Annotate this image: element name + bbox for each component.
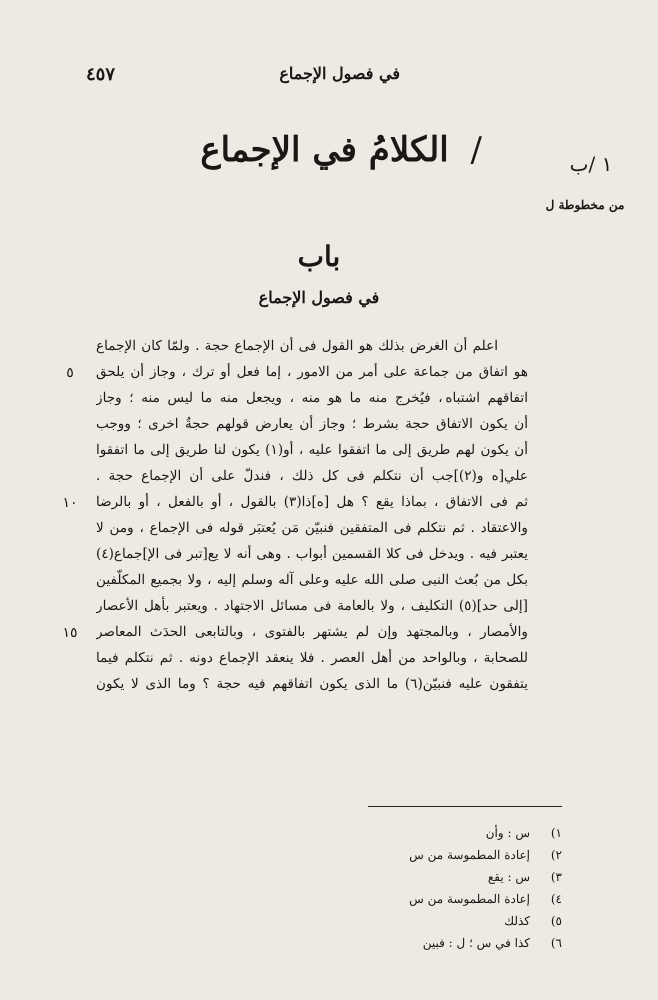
running-title: في فصول الإجماع: [279, 64, 400, 83]
page-number: ٤٥٧: [86, 64, 116, 85]
footnote: [262, 844, 562, 866]
line-number: ١٥: [62, 625, 78, 641]
footnote-text: س : يقع: [487, 870, 530, 884]
text-line: بكل من بُعث النبى صلى الله عليه وعلى آله وسلم إليه ، ولا بجميع المكلّفين: [96, 572, 528, 588]
footnote-text: كذلك: [504, 914, 530, 928]
footnote-text: إعادة المطموسة من س: [409, 848, 530, 862]
footnote: [262, 866, 562, 888]
line-number: ٥: [66, 365, 74, 381]
text-line: علي[ه و(٢)]جب أن نتكلم فى كل ذلك ، فندلّ على أن الإجماع حجة .: [96, 468, 528, 484]
footnote: [262, 888, 562, 910]
footnote-text: س : وأن: [485, 826, 530, 840]
footnote-text: كذا في س ؛ ل : فبين: [422, 936, 530, 950]
footnote-number: ٢): [550, 848, 562, 862]
footnote-number: ٣): [550, 870, 562, 884]
footnotes: [262, 822, 562, 954]
text-line: يتفقون عليه فنبيّن(٦) ما الذى يكون اتفاقهم فيه حجة ؟ وما الذى لا يكون: [96, 676, 528, 692]
footnote: [262, 910, 562, 932]
manuscript-folio: ١ /ب: [569, 152, 613, 176]
footnote-number: ٦): [550, 936, 562, 950]
footnote: [262, 822, 562, 844]
chapter-title-text: الكلامُ في الإجماع: [200, 130, 449, 170]
manuscript-source: من مخطوطة ل: [545, 198, 625, 212]
running-header: [0, 64, 658, 90]
text-line: ثم فى الاتفاق ، بماذا يقع ؟ هل [ه]ذا(٣) بالقول ، أو بالفعل ، أو بالرضا: [96, 494, 528, 510]
chapter-mark: /: [470, 130, 482, 170]
text-line: للصحابة ، وبالواحد من أهل العصر . فلا ينعقد الإجماع دونه . ثم نتكلم فيما: [96, 650, 528, 666]
line-number: ١٠: [62, 495, 78, 511]
footnote-number: ٤): [550, 892, 562, 906]
text-line: أن يكون الاتفاق حجة بشرط ؛ وجاز أن يعارض قولهم حجةٌ اخرى ؛ ووجب: [96, 416, 528, 432]
footnote-number: ٥): [550, 914, 562, 928]
footnote-divider: [368, 806, 562, 807]
chapter-title: [200, 130, 482, 170]
text-line: والأمصار ، وبالمجتهد وإن لم يشتهر بالفتوى ، وبالتابعى الحدَث المعاصر: [96, 624, 528, 640]
body-text: [96, 333, 528, 697]
text-line: والاعتقاد . ثم نتكلم فى المتفقين فنبيّن مَن يُعتبَر قوله فى الإجماع ، ومن لا: [96, 520, 528, 536]
text-line: اتفاقهم اشتباه ، فيُخرج منه ما هو منه ، ويجعل منه ما ليس منه ؛ وجاز: [96, 390, 528, 406]
footnote-number: ١): [550, 826, 562, 840]
footnote-text: إعادة المطموسة من س: [409, 892, 530, 906]
footnote: [262, 932, 562, 954]
text-line: اعلم أن الغرض بذلك هو القول فى أن الإجماع حجة . ولمّا كان الإجماع: [96, 338, 498, 354]
text-line: يعتبر فيه . ويدخل فى كلا القسمين أبواب . وهى أنه لا يع[تبر فى الإ]جماع(٤): [96, 546, 528, 562]
text-line: هو اتفاق من جماعة على أمر من الامور ، إما فعل أو ترك ، وجاز أن يلحق: [96, 364, 528, 380]
text-line: [إلى حد](٥) التكليف ، ولا بالعامة فى مسائل الاجتهاد . ويعتبر بأهل الأعصار: [96, 598, 528, 614]
section-subheading: في فصول الإجماع: [258, 288, 380, 307]
text-line: أن يكون لهم طريق إلى ما اتفقوا عليه ، أو(١) يكون لنا طريق إلى ما اتفقوا: [96, 442, 528, 458]
section-heading: باب: [297, 240, 341, 273]
